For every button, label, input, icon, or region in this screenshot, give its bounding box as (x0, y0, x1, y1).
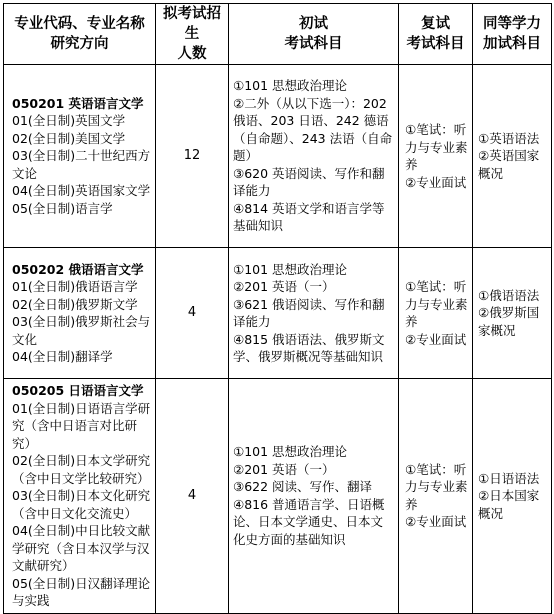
direction-item: 02(全日制)日本文学研究（含中日文学比较研究） (12, 453, 151, 486)
exam-subject: ④814 英语文学和语言学等基础知识 (233, 200, 385, 234)
header-major: 专业代码、专业名称 研究方向 (4, 4, 156, 65)
direction-item: 04(全日制)翻译学 (12, 349, 113, 364)
extra-subject: ②俄罗斯国家概况 (478, 305, 540, 338)
retest-subject: ①笔试：听力与专业素养 (405, 122, 468, 172)
extra-subject: ①英语语法 (478, 130, 540, 146)
retest-subject: ②专业面试 (405, 174, 467, 190)
exam-subject: ②201 英语（一） (233, 279, 335, 294)
direction-item: 05(全日制)语言学 (12, 200, 113, 216)
header-retest: 复试 考试科目 (399, 4, 473, 65)
exam-subject: ①101 思想政治理论 (233, 78, 348, 94)
direction-item: 01(全日制)英国文学 (12, 113, 126, 129)
major-title: 050205 日语语言文学 (12, 383, 144, 398)
exam-subject: ④816 普通语言学、日语概论、日本文学通史、日本文化史方面的基础知识 (233, 496, 385, 547)
extra-subject: ②英语国家概况 (478, 148, 540, 181)
exam-subject: ②二外（从以下选一）：202 俄语、203 日语、242 德语（自命题）、243 法语（自命题） (233, 95, 393, 164)
extra-exam-cell (473, 65, 552, 248)
retest-cell (399, 65, 473, 248)
exam-subject: ③621 俄语阅读、写作和翻译能力 (233, 296, 385, 329)
exam-subject: ③620 英语阅读、写作和翻译能力 (233, 165, 385, 199)
retest-cell (399, 379, 473, 614)
direction-item: 03(全日制)二十世纪西方文论 (12, 148, 151, 181)
major-title: 050202 俄语语言文学 (12, 261, 144, 277)
direction-item: 04(全日制)英语国家文学 (12, 183, 151, 199)
extra-exam-cell (473, 248, 552, 379)
initial-exam-cell (229, 65, 399, 248)
retest-subject: ①笔试：听力与专业素养 (405, 279, 468, 329)
direction-item: 05(全日制)日汉翻译理论与实践 (12, 575, 151, 608)
enrollment-count: 4 (156, 248, 229, 379)
exam-subject: ①101 思想政治理论 (233, 444, 348, 460)
initial-exam-cell (229, 248, 399, 379)
header-extra: 同等学力 加试科目 (473, 4, 552, 65)
extra-subject: ①日语语法 (478, 470, 540, 486)
table-row (4, 379, 552, 614)
extra-subject: ②日本国家概况 (478, 488, 540, 521)
direction-item: 02(全日制)美国文学 (12, 130, 126, 146)
major-title: 050201 英语语言文学 (12, 95, 144, 111)
enrollment-count: 4 (156, 379, 229, 614)
retest-cell (399, 248, 473, 379)
direction-item: 01(全日制)日语语言学研究（含中日语言对比研究） (12, 400, 151, 451)
direction-item: 04(全日制)中日比较文献学研究（含日本汉学与汉文献研究） (12, 523, 151, 573)
initial-exam-cell (229, 379, 399, 614)
exam-subject: ④815 俄语语法、俄罗斯文学、俄罗斯概况等基础知识 (233, 331, 385, 364)
direction-item: 03(全日制)俄罗斯社会与文化 (12, 314, 151, 347)
exam-subject: ①101 思想政治理论 (233, 261, 348, 277)
direction-item: 02(全日制)俄罗斯文学 (12, 296, 138, 312)
direction-item: 03(全日制)日本文化研究（含中日文化交流史） (12, 488, 151, 521)
header-count: 拟考试招生 人数 (156, 4, 229, 65)
extra-subject: ①俄语语法 (478, 287, 540, 303)
table-row (4, 248, 552, 379)
major-cell (4, 65, 156, 248)
extra-exam-cell (473, 379, 552, 614)
header-row (4, 4, 552, 65)
major-cell (4, 248, 156, 379)
admissions-table (3, 3, 552, 614)
major-cell (4, 379, 156, 614)
exam-subject: ③622 阅读、写作、翻译 (233, 479, 373, 495)
retest-subject: ②专业面试 (405, 331, 467, 347)
table-row (4, 65, 552, 248)
header-initial: 初试 考试科目 (229, 4, 399, 65)
exam-subject: ②201 英语（一） (233, 461, 335, 477)
enrollment-count: 12 (156, 65, 229, 248)
direction-item: 01(全日制)俄语语言学 (12, 279, 138, 294)
retest-subject: ①笔试：听力与专业素养 (405, 461, 468, 512)
retest-subject: ②专业面试 (405, 514, 467, 530)
